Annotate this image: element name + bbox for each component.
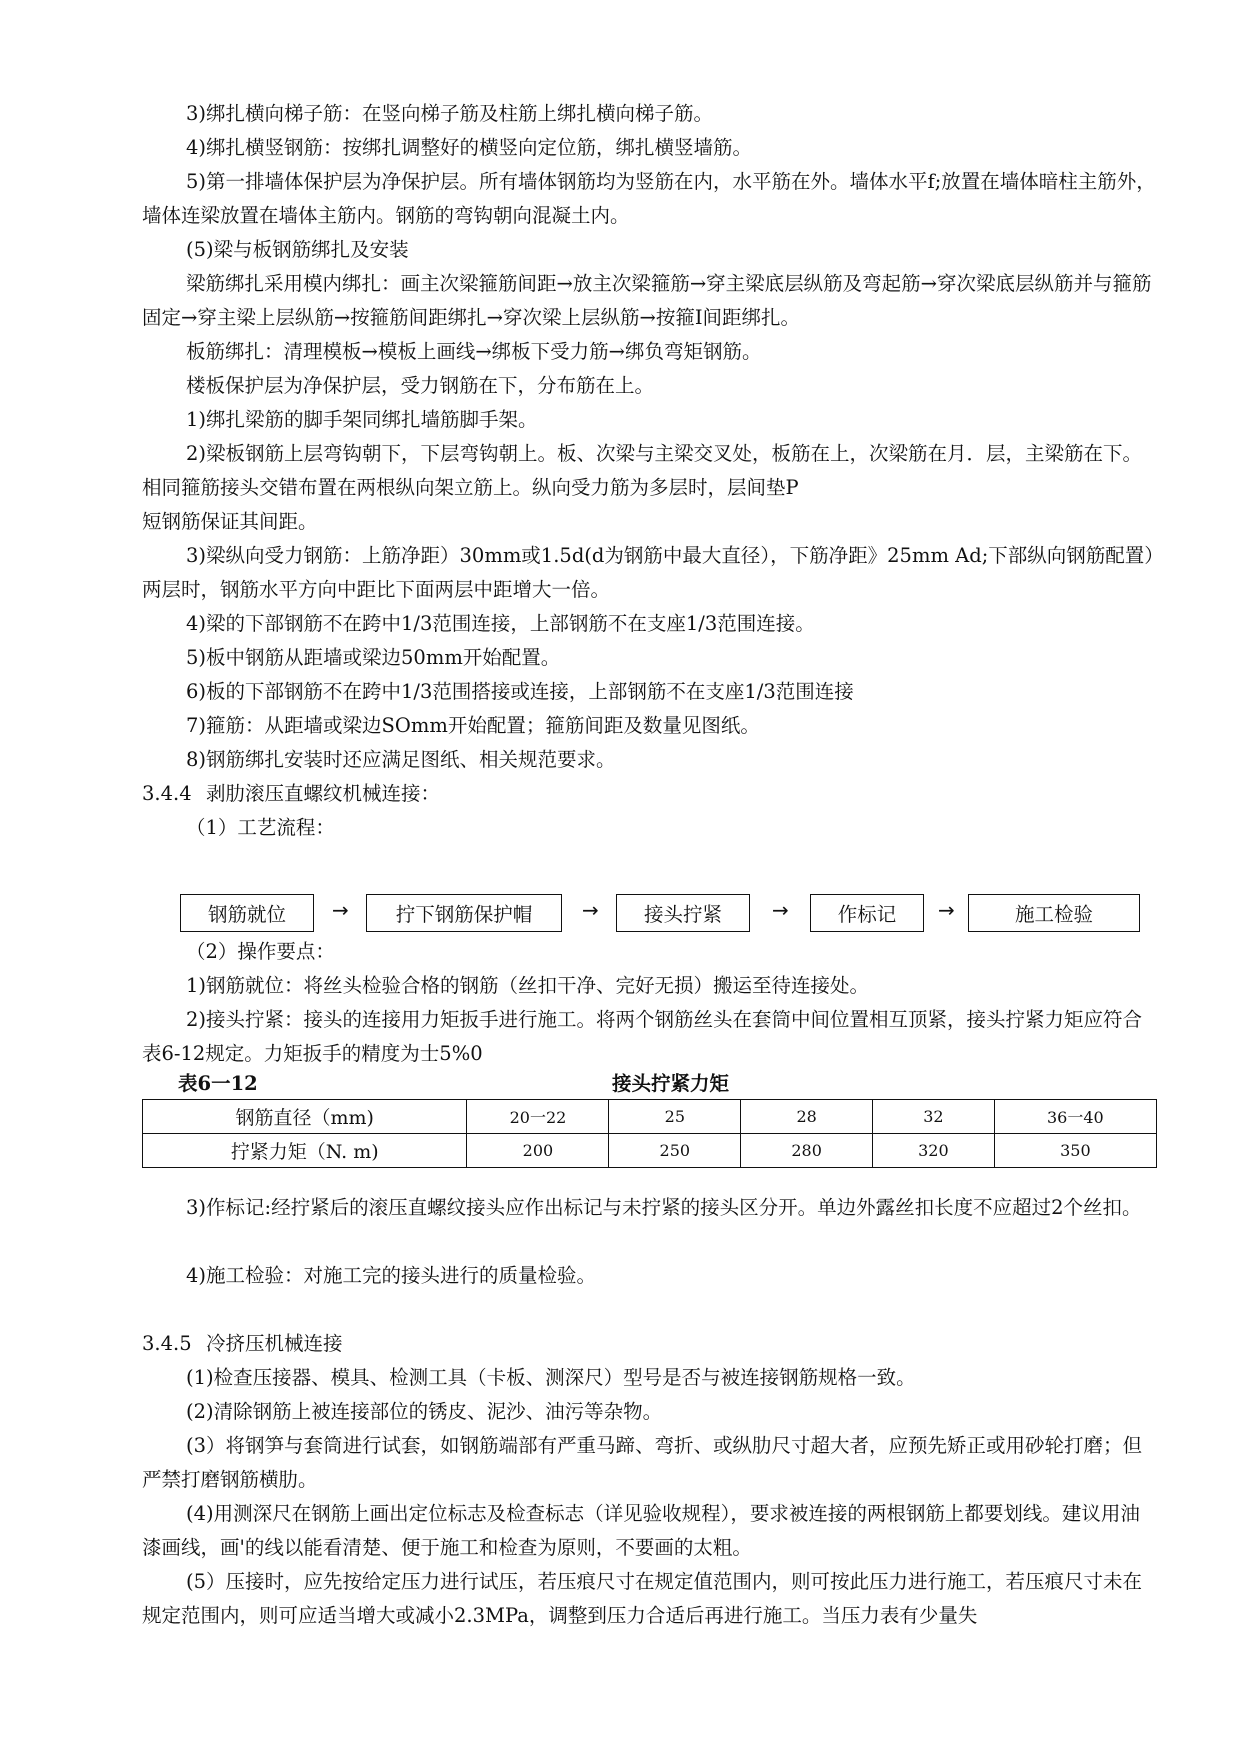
torque-table — [142, 1099, 1157, 1168]
paragraph: 2)接头拧紧：接头的连接用力矩扳手进行施工。将两个钢筋丝头在套筒中间位置相互顶紧，接头拧紧力矩应符合表6-12规定。力矩扳手的精度为士5%0 — [142, 1008, 1143, 1065]
flow-step-box: 接头拧紧 — [616, 894, 750, 932]
table-cell: 32 — [873, 1100, 995, 1134]
paragraph: 3)梁纵向受力钢筋：上筋净距）30mm或1.5d(d为钢筋中最大直径），下筋净距》25mm Ad;下部纵向钢筋配置）两层时，钢筋水平方向中距比下面两层中距增大一倍。 — [142, 544, 1155, 601]
flow-step-box: 作标记 — [810, 894, 924, 932]
table-row — [143, 1100, 1157, 1134]
table-header-cell: 拧紧力矩（N. m) — [143, 1134, 467, 1168]
table-cell: 25 — [609, 1100, 741, 1134]
table-row — [143, 1134, 1157, 1168]
paragraph: 板筋绑扎：清理模板→模板上画线→绑板下受力筋→绑负弯矩钢筋。 — [186, 340, 762, 363]
paragraph: (2)清除钢筋上被连接部位的锈皮、泥沙、油污等杂物。 — [186, 1400, 663, 1423]
section-title: 剥肋滚压直螺纹机械连接： — [206, 782, 441, 805]
table-cell: 250 — [609, 1134, 741, 1168]
arrow-right-icon: → — [772, 898, 789, 922]
arrow-right-icon: → — [938, 898, 955, 922]
table-header-cell: 钢筋直径（mm) — [143, 1100, 467, 1134]
paragraph: 4)绑扎横竖钢筋：按绑扎调整好的横竖向定位筋，绑扎横竖墙筋。 — [186, 136, 753, 159]
paragraph: 8)钢筋绑扎安装时还应满足图纸、相关规范要求。 — [186, 748, 616, 771]
arrow-right-icon: → — [332, 898, 349, 922]
flow-step-box: 拧下钢筋保护帽 — [366, 894, 562, 932]
table-cell: 200 — [467, 1134, 609, 1168]
paragraph: 4)施工检验：对施工完的接头进行的质量检验。 — [186, 1264, 597, 1287]
table-cell: 20一22 — [467, 1100, 609, 1134]
arrow-right-icon: → — [582, 898, 599, 922]
paragraph: 5)板中钢筋从距墙或梁边50mm开始配置。 — [186, 646, 561, 669]
subsection-label: （2）操作要点： — [186, 940, 335, 963]
table-cell: 36一40 — [994, 1100, 1156, 1134]
table-cell: 320 — [873, 1134, 995, 1168]
paragraph: 7)箍筋：从距墙或梁边SOmm开始配置；箍筋间距及数量见图纸。 — [186, 714, 760, 737]
paragraph: 1)钢筋就位：将丝头检验合格的钢筋（丝扣干净、完好无损）搬运至待连接处。 — [186, 974, 870, 997]
paragraph: 5)第一排墙体保护层为净保护层。所有墙体钢筋均为竖筋在内，水平筋在外。墙体水平f;放置在墙体暗柱主筋外，墙体连梁放置在墙体主筋内。钢筋的弯钩朝向混凝土内。 — [142, 170, 1156, 227]
paragraph: 2)梁板钢筋上层弯钩朝下，下层弯钩朝上。板、次梁与主梁交叉处，板筋在上，次梁筋在月．层，主梁筋在下。相同箍筋接头交错布置在两根纵向架立筋上。纵向受力筋为多层时，层间垫P — [142, 442, 1143, 499]
table-cell: 28 — [741, 1100, 873, 1134]
paragraph: (5）压接时，应先按给定压力进行试压，若压痕尺寸在规定值范围内，则可按此压力进行施工，若压痕尺寸未在规定范围内，则可应适当增大或减小2.3MPa，调整到压力合适后再进行施工。当压力表有少量失 — [142, 1570, 1143, 1627]
table-title: 接头拧紧力矩 — [612, 1072, 730, 1095]
paragraph: 梁筋绑扎采用模内绑扎：画主次梁箍筋间距→放主次梁箍筋→穿主梁底层纵筋及弯起筋→穿次梁底层纵筋并与箍筋固定→穿主梁上层纵筋→按箍筋间距绑扎→穿次梁上层纵筋→按箍I间距绑扎。 — [142, 272, 1152, 329]
paragraph: 短钢筋保证其间距。 — [142, 510, 318, 533]
section-title: 冷挤压机械连接 — [206, 1332, 343, 1355]
paragraph: 1)绑扎梁筋的脚手架同绑扎墙筋脚手架。 — [186, 408, 538, 431]
flow-step-box: 施工检验 — [968, 894, 1140, 932]
paragraph: 3)作标记:经拧紧后的滚压直螺纹接头应作出标记与未拧紧的接头区分开。单边外露丝扣长度不应超过2个丝扣。 — [186, 1196, 1142, 1219]
subsection-label: （1）工艺流程： — [186, 816, 335, 839]
section-number: 3.4.5 — [142, 1332, 192, 1355]
section-number: 3.4.4 — [142, 782, 192, 805]
table-cell: 280 — [741, 1134, 873, 1168]
paragraph: (4)用测深尺在钢筋上画出定位标志及检查标志（详见验收规程），要求被连接的两根钢筋上都要划线。建议用油漆画线，画'的线以能看清楚、便于施工和检查为原则，不要画的太粗。 — [142, 1502, 1140, 1559]
table-cell: 350 — [994, 1134, 1156, 1168]
paragraph: (1)检查压接器、模具、检测工具（卡板、测深尺）型号是否与被连接钢筋规格一致。 — [186, 1366, 916, 1389]
paragraph: 3)绑扎横向梯子筋：在竖向梯子筋及柱筋上绑扎横向梯子筋。 — [186, 102, 714, 125]
flow-step-box: 钢筋就位 — [180, 894, 314, 932]
paragraph: 6)板的下部钢筋不在跨中1/3范围搭接或连接，上部钢筋不在支座1/3范围连接 — [186, 680, 854, 703]
table-number: 表6一12 — [178, 1072, 258, 1095]
paragraph: (3）将钢笋与套筒进行试套，如钢筋端部有严重马蹄、弯折、或纵肋尺寸超大者，应预先矫正或用砂轮打磨；但严禁打磨钢筋横肋。 — [142, 1434, 1143, 1491]
paragraph: 4)梁的下部钢筋不在跨中1/3范围连接，上部钢筋不在支座1/3范围连接。 — [186, 612, 815, 635]
paragraph: 楼板保护层为净保护层，受力钢筋在下，分布筋在上。 — [186, 374, 655, 397]
section-heading: (5)梁与板钢筋绑扎及安装 — [186, 238, 409, 261]
